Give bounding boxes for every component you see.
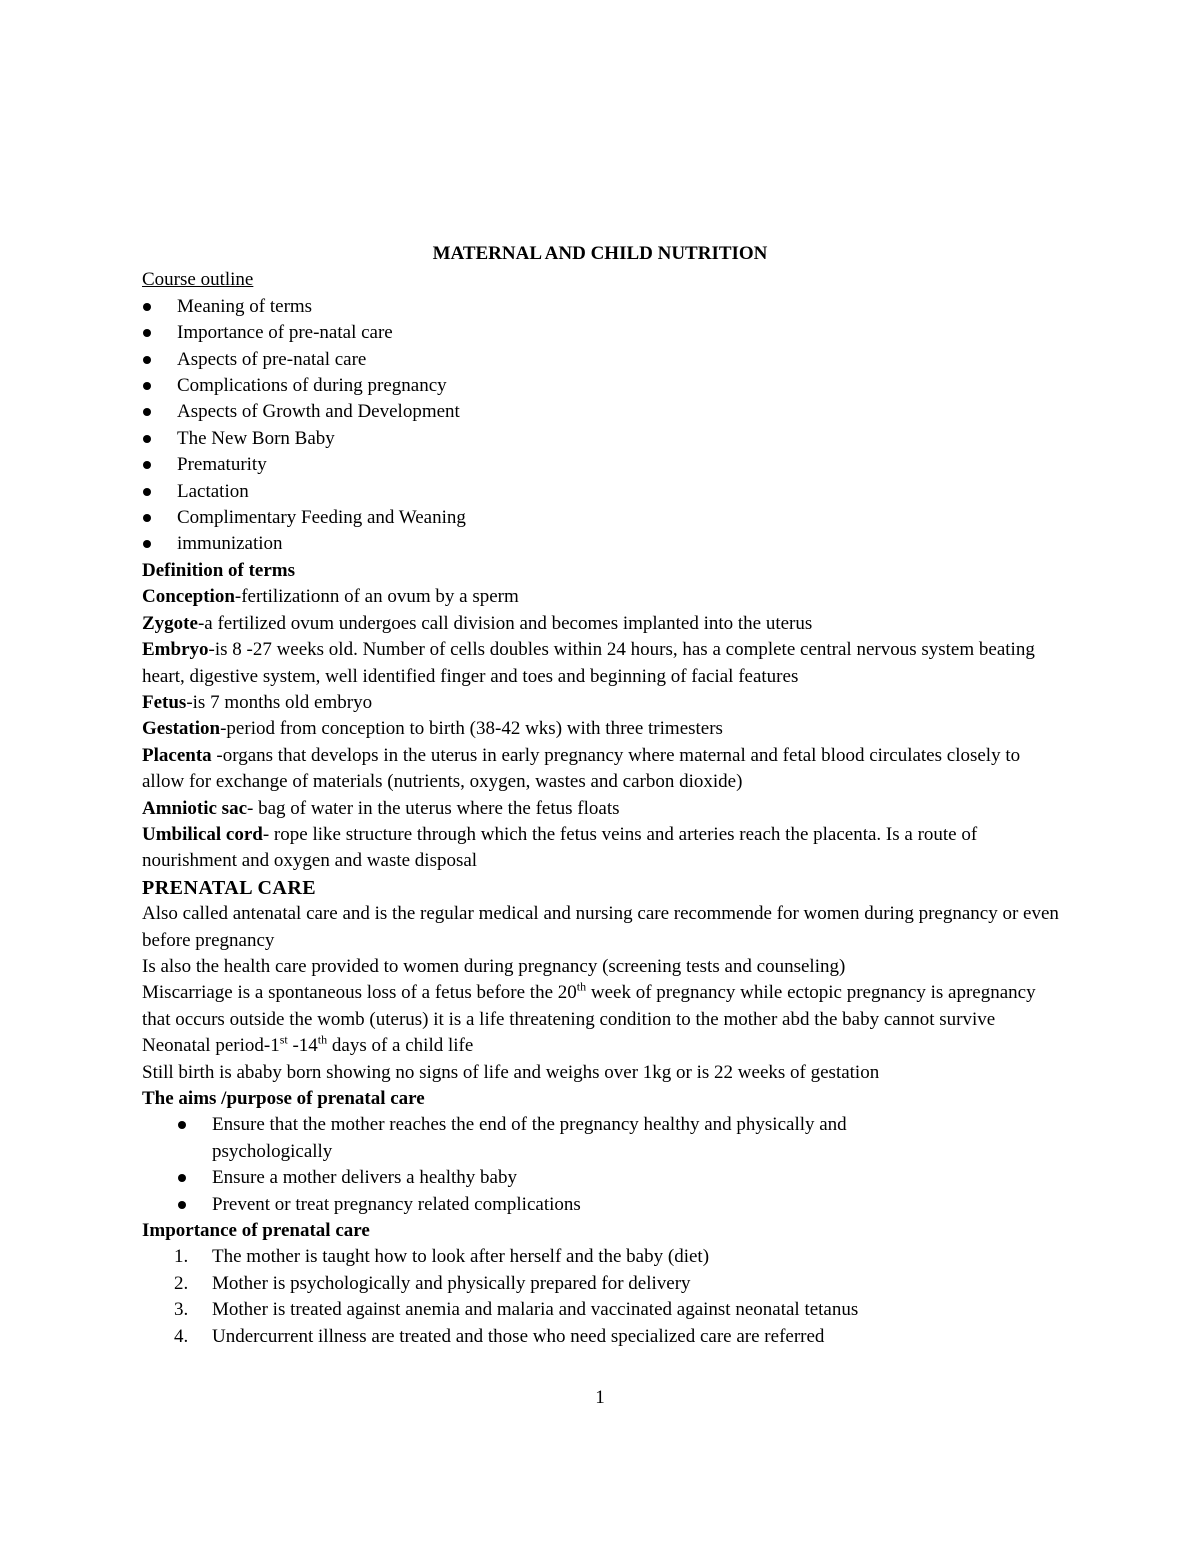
list-number: 2. xyxy=(174,1272,189,1294)
bullet-icon xyxy=(143,540,151,548)
neonatal-period-paragraph: Neonatal period-1st -14th days of a child life xyxy=(142,1032,474,1057)
bullet-icon xyxy=(143,382,151,390)
list-item: 1. The mother is taught how to look after herself and the baby (diet) xyxy=(142,1244,1062,1270)
aims-heading: The aims /purpose of prenatal care xyxy=(142,1088,425,1109)
still-birth-paragraph: Still birth is ababy born showing no signs of life and weighs over 1kg or is 22 weeks of gestation xyxy=(142,1061,880,1083)
page-content xyxy=(142,241,1062,1350)
list-item: Ensure that the mother reaches the end of the pregnancy healthy and physically and psychologically xyxy=(142,1112,932,1165)
definition-umbilical-cord: Umbilical cord- rope like structure through which the fetus veins and arteries reach the placenta. Is a route of nourishment and oxygen and waste disposal xyxy=(142,823,978,872)
list-number: 3. xyxy=(174,1299,189,1321)
bullet-icon xyxy=(143,435,151,443)
list-item: Importance of pre-natal care xyxy=(142,320,1062,346)
list-item: immunization xyxy=(142,531,1062,557)
definition-gestation: Gestation-period from conception to birth (38-42 wks) with three trimesters xyxy=(142,718,723,740)
bullet-icon xyxy=(143,408,151,416)
prenatal-care-heading: PRENATAL CARE xyxy=(142,876,317,899)
bullet-icon xyxy=(143,329,151,337)
list-item: 4. Undercurrent illness are treated and those who need specialized care are referred xyxy=(142,1324,1062,1350)
bullet-icon xyxy=(143,488,151,496)
bullet-icon xyxy=(143,514,151,522)
list-item: Aspects of Growth and Development xyxy=(142,399,1062,425)
list-item: Aspects of pre-natal care xyxy=(142,347,1062,373)
definition-conception: Conception-fertilizationn of an ovum by a sperm xyxy=(142,586,519,608)
list-item: Prevent or treat pregnancy related complications xyxy=(142,1192,1062,1218)
definition-zygote: Zygote-a fertilized ovum undergoes call division and becomes implanted into the uterus xyxy=(142,612,813,634)
list-number: 4. xyxy=(174,1325,189,1347)
list-item: Ensure a mother delivers a healthy baby xyxy=(142,1165,1062,1191)
list-item: Lactation xyxy=(142,479,1062,505)
course-outline-heading: Course outline xyxy=(142,269,254,291)
document-title: MATERNAL AND CHILD NUTRITION xyxy=(432,243,768,264)
definition-placenta: Placenta -organs that develops in the uterus in early pregnancy where maternal and fetal blood circulates closely to allow for exchange of materials (nutrients, oxygen, wastes and carbon dioxide) xyxy=(142,744,1021,793)
page-number: 1 xyxy=(595,1387,605,1408)
bullet-icon xyxy=(143,356,151,364)
definitions-heading: Definition of terms xyxy=(142,559,296,581)
definition-embryo: Embryo-is 8 -27 weeks old. Number of cells doubles within 24 hours, has a complete central nervous system beating heart, digestive system, well identified finger and toes and beginning of facial features xyxy=(142,639,1035,687)
prenatal-paragraph-2: Is also the health care provided to women during pregnancy (screening tests and counseling) xyxy=(142,955,846,977)
list-number: 1. xyxy=(174,1246,189,1268)
bullet-icon xyxy=(143,303,151,311)
aims-list xyxy=(142,1112,1062,1218)
list-item: 3. Mother is treated against anemia and malaria and vaccinated against neonatal tetanus xyxy=(142,1297,1062,1323)
bullet-icon xyxy=(178,1174,186,1182)
list-item: Complimentary Feeding and Weaning xyxy=(142,505,1062,531)
list-item: Prematurity xyxy=(142,452,1062,478)
list-item: Complications of during pregnancy xyxy=(142,373,1062,399)
bullet-icon xyxy=(178,1121,186,1129)
list-item: The New Born Baby xyxy=(142,426,1062,452)
list-item: Meaning of terms xyxy=(142,294,1062,320)
list-item: 2. Mother is psychologically and physically prepared for delivery xyxy=(142,1271,1062,1297)
prenatal-paragraph-1: Also called antenatal care and is the regular medical and nursing care recommende for women during pregnancy or even before pregnancy xyxy=(142,903,1059,951)
bullet-icon xyxy=(178,1201,186,1209)
course-outline-list xyxy=(142,294,1062,558)
miscarriage-paragraph: Miscarriage is a spontaneous loss of a fetus before the 20th week of pregnancy while ectopic pregnancy is apregnancy that occurs outside the womb (uterus) it is a life threatening condition to the mother abd the baby cannot survive xyxy=(142,980,1036,1030)
bullet-icon xyxy=(143,461,151,469)
definition-amniotic-sac: Amniotic sac- bag of water in the uterus where the fetus floats xyxy=(142,797,620,819)
definition-fetus: Fetus-is 7 months old embryo xyxy=(142,691,373,713)
importance-list xyxy=(142,1244,1062,1350)
importance-heading: Importance of prenatal care xyxy=(142,1220,370,1242)
